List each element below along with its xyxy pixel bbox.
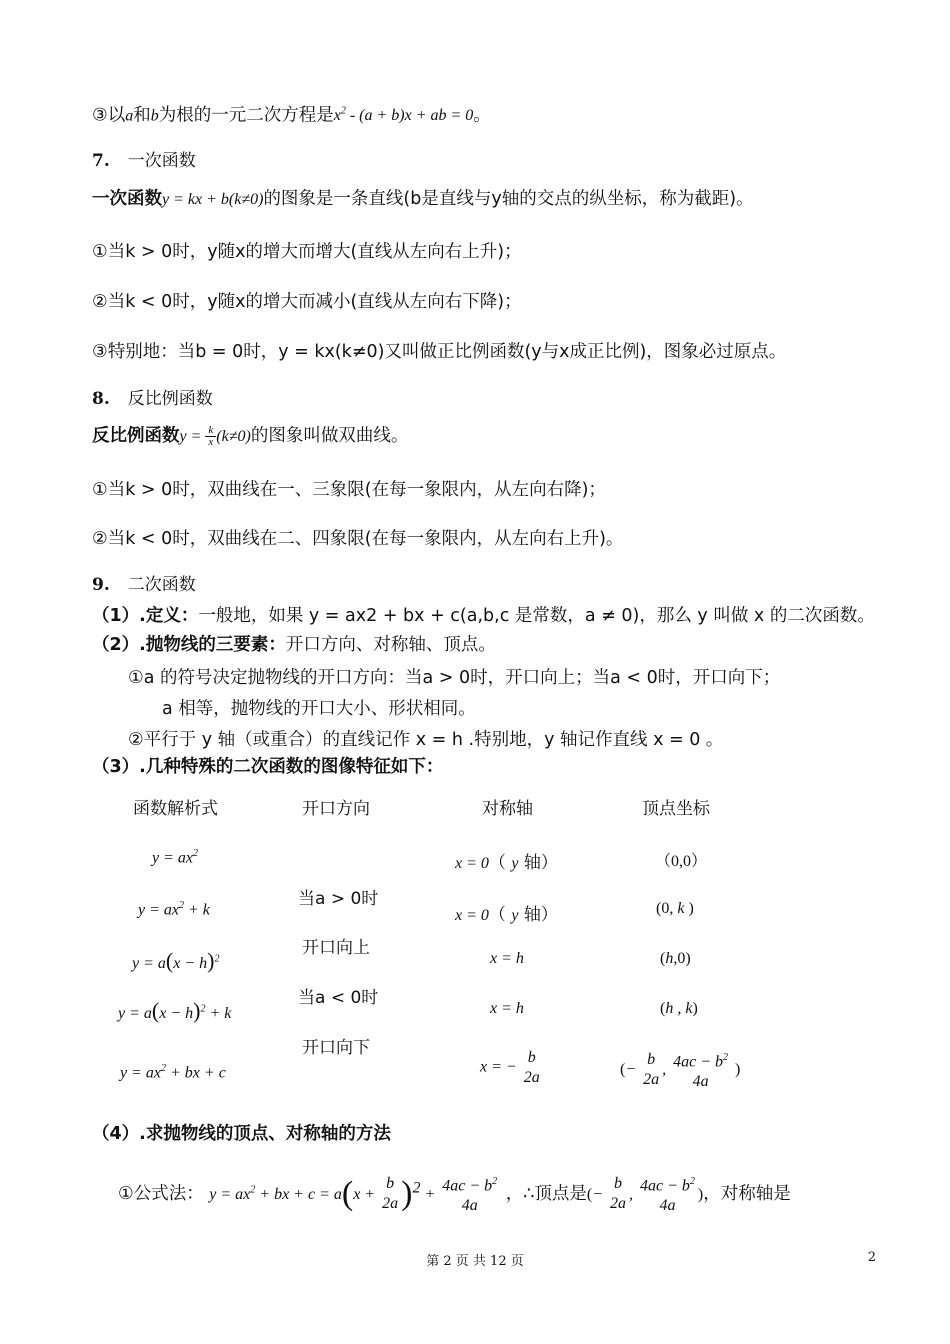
table-row-2-vertex: (0, k )	[656, 900, 694, 917]
table-row-5-expression: $y = ax^2$ + bx + c	[120, 1063, 226, 1082]
table-row-3-axis: x = h	[490, 950, 524, 967]
section-8-heading: 8. 反比例函数	[92, 389, 213, 409]
table-row-3-vertex: (h,0)	[660, 950, 691, 967]
roots-equation-line: ③以a和b为根的一元二次方程是$x^2 - (a + b)x$ + ab = 0。	[92, 105, 491, 126]
table-header-axis: 对称轴	[482, 799, 533, 819]
section-7-heading: 7. 一次函数	[92, 151, 196, 171]
vertex-formula-line: ①公式法： $y = ax^2$ + bx + c = a(x + b 2a )$^2$ + $4ac - b^2$ 4a ，∴顶点是(− b 2a , $4ac - b^2$ 4a )，对称轴是	[118, 1175, 791, 1215]
table-row-4-vertex: (h , k)	[660, 1000, 698, 1017]
inverse-rule-1: ①当k > 0时，双曲线在一、三象限(在每一象限内，从左向右降)；	[92, 480, 606, 500]
linear-function-definition: 一次函数y = kx + b(k≠0)的图象是一条直线(b是直线与y轴的交点的纵坐标，称为截距)。	[92, 189, 754, 209]
parabola-rule-1: ①a 的符号决定抛物线的开口方向：当a > 0时，开口向上；当a < 0时，开口向下；	[128, 668, 781, 688]
parabola-rule-2: ②平行于 y 轴（或重合）的直线记作 x = h .特别地，y 轴记作直线 x = 0 。	[128, 730, 724, 750]
table-row-5-vertex: (− b 2a , $4ac - b^2$ 4a )	[620, 1051, 741, 1091]
table-row-1-vertex: （0,0）	[655, 853, 708, 870]
opening-condition-positive: 当a > 0时	[298, 889, 379, 909]
special-quadratics-heading: （3）.几种特殊的二次函数的图像特征如下：	[92, 757, 444, 777]
inverse-function-definition: 反比例函数y = $\frac{k}{x}$ (k≠0)的图象叫做双曲线。	[92, 423, 409, 448]
linear-rule-1: ①当k > 0时，y随x的增大而增大(直线从左向右上升)；	[92, 242, 522, 262]
table-row-1-axis: x = 0（ y 轴）	[455, 853, 558, 873]
table-row-5-axis: x = − b 2a	[480, 1049, 540, 1086]
table-row-4-axis: x = h	[490, 1000, 524, 1017]
table-header-opening: 开口方向	[302, 799, 370, 819]
opening-down: 开口向下	[302, 1038, 370, 1058]
table-row-4-expression: $y = a(x - h)^2 + k$	[118, 998, 232, 1023]
vertex-method-heading: （4）.求抛物线的顶点、对称轴的方法	[92, 1124, 391, 1144]
linear-rule-3: ③特别地：当b = 0时，y = kx(k≠0)又叫做正比例函数(y与x成正比例)，图象必过原点。	[92, 342, 787, 362]
linear-rule-2: ②当k < 0时，y随x的增大而减小(直线从左向右下降)；	[92, 292, 522, 312]
table-header-vertex: 顶点坐标	[642, 799, 710, 819]
section-9-heading: 9. 二次函数	[92, 575, 196, 595]
inverse-rule-2: ②当k < 0时，双曲线在二、四象限(在每一象限内，从左向右上升)。	[92, 529, 624, 549]
table-row-1-expression: $y = ax^2$	[152, 848, 198, 867]
parabola-rule-1b: a 相等，抛物线的开口大小、形状相同。	[162, 699, 476, 719]
table-row-3-expression: $y = a(x - h)^2$	[132, 948, 220, 973]
table-row-2-axis: x = 0（ y 轴）	[455, 905, 558, 925]
opening-up: 开口向上	[302, 938, 370, 958]
table-header-expression: 函数解析式	[133, 799, 218, 819]
table-row-2-expression: $y = ax^2 + k$	[138, 900, 210, 919]
opening-condition-negative: 当a < 0时	[298, 988, 379, 1008]
parabola-elements: （2）.抛物线的三要素：开口方向、对称轴、顶点。	[92, 635, 496, 655]
quadratic-definition: （1）.定义：一般地，如果 y = ax2 + bx + c(a,b,c 是常数，a ≠ 0)，那么 y 叫做 x 的二次函数。	[92, 606, 875, 626]
page-number: 2	[867, 1250, 876, 1265]
page-footer: 第 2 页 共 12 页	[426, 1254, 524, 1269]
